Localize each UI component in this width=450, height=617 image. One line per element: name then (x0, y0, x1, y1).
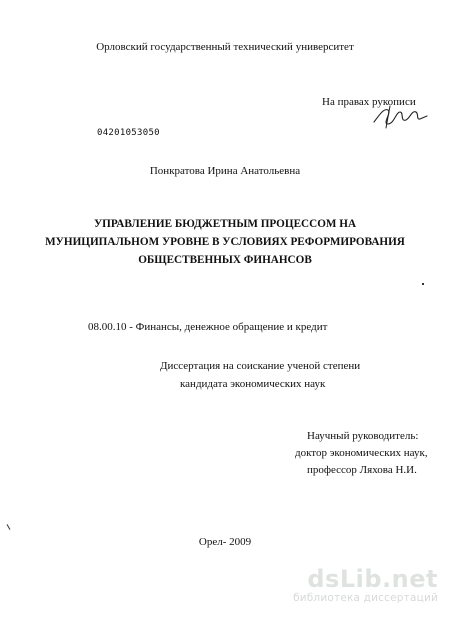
city-year: Орел- 2009 (198, 536, 252, 548)
dissertation-title-line-1: УПРАВЛЕНИЕ БЮДЖЕТНЫМ ПРОЦЕССОМ НА (93, 218, 357, 230)
handwritten-signature (370, 100, 430, 132)
rights-note: На правах рукописи (322, 96, 416, 108)
author-name: Понкратова Ирина Анатольевна (149, 165, 301, 177)
dissertation-title-line-3: ОБЩЕСТВЕННЫХ ФИНАНСОВ (138, 254, 312, 266)
scan-speck (422, 283, 424, 285)
watermark (238, 566, 438, 604)
watermark-logo: dsLib.net (307, 565, 438, 593)
advisor-name: профессор Ляхова Н.И. (307, 464, 417, 476)
specialty-code: 08.00.10 - Финансы, денежное обращение и кредит (88, 321, 328, 333)
advisor-title: доктор экономических наук, (295, 447, 428, 459)
academic-degree: кандидата экономических наук (180, 378, 326, 390)
dissertation-title-line-2: МУНИЦИПАЛЬНОМ УРОВНЕ В УСЛОВИЯХ РЕФОРМИРОВАНИЯ (45, 236, 405, 248)
watermark-subtitle: библиотека диссертаций (293, 592, 438, 604)
scan-speck (7, 524, 11, 530)
advisor-label: Научный руководитель: (307, 430, 419, 442)
university-name: Орловский государственный технический университет (96, 41, 354, 53)
document-number: 04201053050 (97, 128, 160, 138)
dissertation-purpose: Диссертация на соискание ученой степени (160, 360, 361, 372)
